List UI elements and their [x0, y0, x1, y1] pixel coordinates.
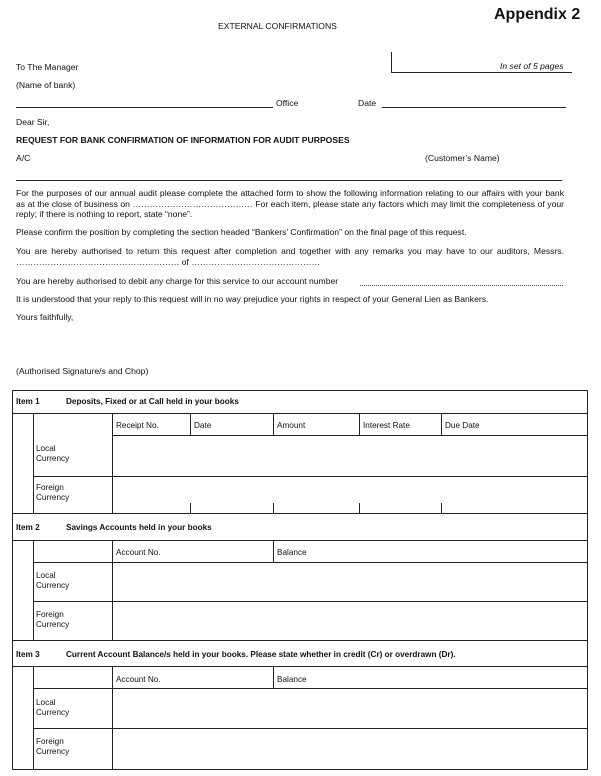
addressee: To The Manager [16, 62, 79, 72]
item-2-row-foreign: Foreign Currency [36, 610, 70, 629]
customer-name-line[interactable] [16, 180, 562, 181]
item-3-col-balance: Balance [277, 675, 307, 684]
paragraph-confirm: Please confirm the position by completing the section headed “Bankers’ Confirmation” on the final page of this request. [16, 227, 467, 237]
appendix-label: Appendix 2 [494, 6, 581, 23]
item-1-col-interest: Interest Rate [363, 421, 410, 430]
pages-box-left [391, 52, 392, 72]
pages-box-bottom [391, 72, 572, 73]
item-3-row-local: Local Currency [36, 698, 70, 717]
item-2-number: Item 2 [16, 523, 40, 532]
item-1-col-due-date: Due Date [445, 421, 480, 430]
paragraph-auditors: You are hereby authorised to return this request after completion and together with any remarks you may have to our auditors, Messrs. ………………………………………………… of ……………………………………… [16, 246, 564, 267]
item-2-title: Savings Accounts held in your books [66, 523, 212, 532]
customer-name-label: (Customer’s Name) [425, 153, 500, 163]
item-3-title: Current Account Balance/s held in your books. Please state whether in credit (Cr) or overdrawn (Dr). [66, 650, 456, 659]
item-3-col-account: Account No. [116, 675, 161, 684]
item-1-col-date: Date [194, 421, 212, 430]
item-2-col-account: Account No. [116, 548, 161, 557]
date-label: Date [358, 98, 377, 108]
signature-label: (Authorised Signature/s and Chop) [16, 366, 149, 376]
paragraph-debit: You are hereby authorised to debit any charge for this service to our account number [16, 276, 339, 286]
office-line[interactable] [16, 107, 273, 108]
item-1-title: Deposits, Fixed or at Call held in your books [66, 397, 239, 406]
item-1-col-receipt: Receipt No. [116, 421, 159, 430]
paragraph-lien: It is understood that your reply to this request will in no way prejudice your rights in respect of your General Lien as Bankers. [16, 294, 489, 304]
item-1-row-foreign: Foreign Currency [36, 483, 70, 502]
item-2-row-local: Local Currency [36, 571, 70, 590]
account-number-line[interactable] [360, 285, 563, 286]
item-1-number: Item 1 [16, 397, 40, 406]
letter-subject: REQUEST FOR BANK CONFIRMATION OF INFORMATION FOR AUDIT PURPOSES [16, 135, 350, 145]
item-1-row-local: Local Currency [36, 444, 70, 463]
paragraph-purpose: For the purposes of our annual audit please complete the attached form to show the following information relating to our affairs with your bank as at the close of business on …………………………………… For each item, please state any factors which may limit the completeness of your reply; if there is nothing to report, state “none”. [16, 188, 564, 220]
account-label: A/C [16, 153, 31, 163]
item-2-col-balance: Balance [277, 548, 307, 557]
closing: Yours faithfully, [16, 312, 74, 322]
document-title: EXTERNAL CONFIRMATIONS [218, 21, 337, 31]
salutation: Dear Sir, [16, 117, 50, 127]
date-line[interactable] [382, 107, 566, 108]
item-3-number: Item 3 [16, 650, 40, 659]
pages-note: In set of 5 pages [500, 61, 564, 71]
item-1-col-amount: Amount [277, 421, 306, 430]
office-label: Office [276, 98, 299, 108]
bank-name-label: (Name of bank) [16, 80, 76, 90]
item-3-row-foreign: Foreign Currency [36, 737, 70, 756]
